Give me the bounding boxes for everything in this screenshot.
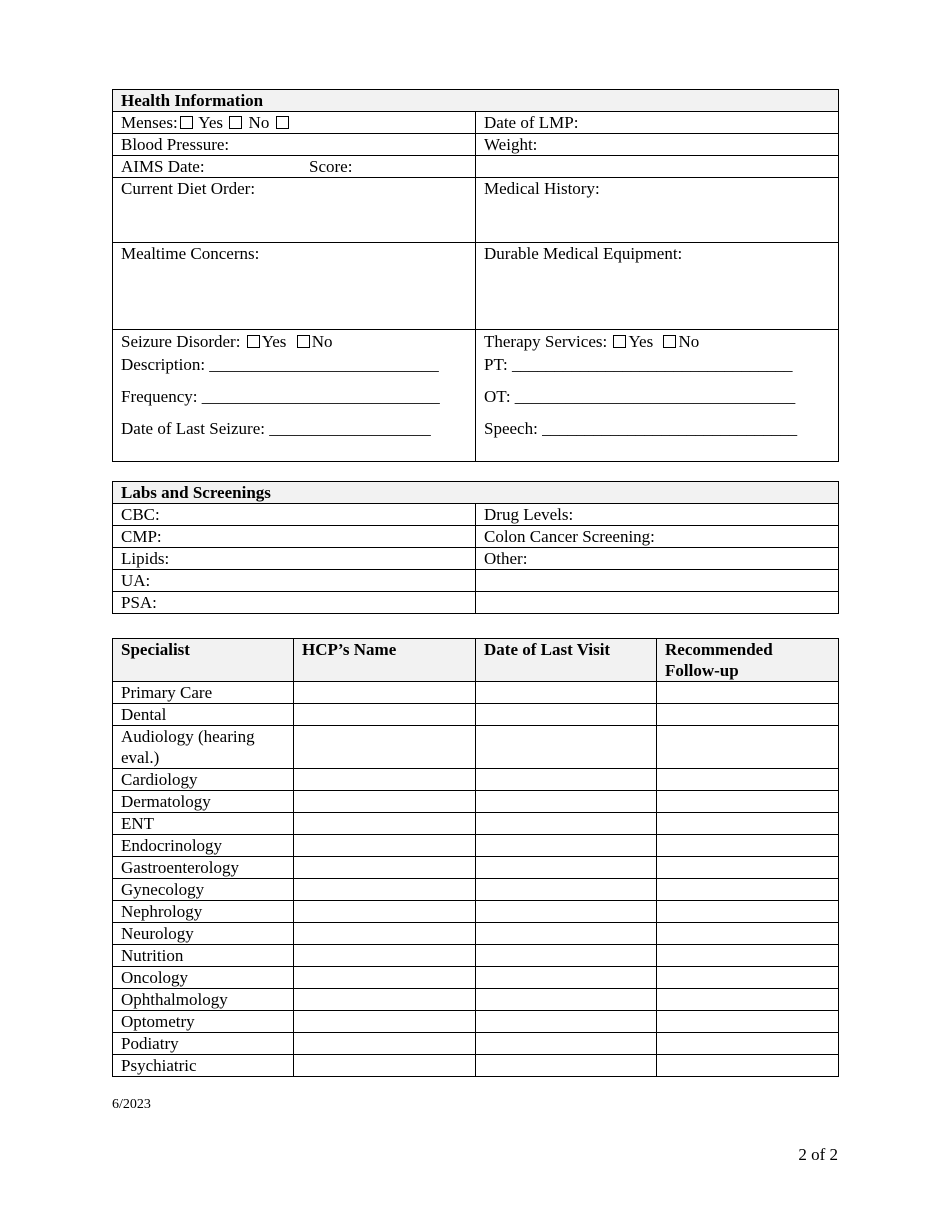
seizure-description-field[interactable]: Description: ___________________________ <box>121 355 439 374</box>
last-visit-cell[interactable] <box>476 769 657 791</box>
specialist-name: Dental <box>113 704 294 726</box>
menses-checkbox-icon[interactable] <box>180 116 193 129</box>
hcp-name-cell[interactable] <box>294 835 476 857</box>
medical-history-field[interactable]: Medical History: <box>476 178 839 243</box>
table-row <box>113 835 839 857</box>
col-header-hcp-name: HCP’s Name <box>294 639 476 682</box>
table-row <box>113 879 839 901</box>
hcp-name-cell[interactable] <box>294 1033 476 1055</box>
hcp-name-cell[interactable] <box>294 1055 476 1077</box>
table-row <box>113 1055 839 1077</box>
hcp-name-cell[interactable] <box>294 923 476 945</box>
aims-date-label: AIMS Date: <box>121 157 205 176</box>
table-row <box>113 682 839 704</box>
table-row <box>113 945 839 967</box>
specialist-name: Gynecology <box>113 879 294 901</box>
lab-field[interactable]: PSA: <box>113 592 476 614</box>
last-visit-cell[interactable] <box>476 835 657 857</box>
hcp-name-cell[interactable] <box>294 989 476 1011</box>
specialist-name: Nephrology <box>113 901 294 923</box>
hcp-name-cell[interactable] <box>294 857 476 879</box>
therapy-yes-label: Yes <box>628 332 654 351</box>
lab-field[interactable]: Colon Cancer Screening: <box>476 526 839 548</box>
weight-field[interactable]: Weight: <box>476 134 839 156</box>
last-visit-cell[interactable] <box>476 857 657 879</box>
seizure-frequency-field[interactable]: Frequency: ____________________________ <box>121 387 440 406</box>
labs-header: Labs and Screenings <box>113 482 839 504</box>
specialist-name: Optometry <box>113 1011 294 1033</box>
lab-field[interactable]: UA: <box>113 570 476 592</box>
therapy-cell <box>476 330 839 462</box>
specialist-name: Audiology (hearing eval.) <box>113 726 294 769</box>
hcp-name-cell[interactable] <box>294 769 476 791</box>
follow-up-cell[interactable] <box>657 1011 839 1033</box>
last-visit-cell[interactable] <box>476 945 657 967</box>
follow-up-cell[interactable] <box>657 945 839 967</box>
hcp-name-cell[interactable] <box>294 682 476 704</box>
follow-up-cell[interactable] <box>657 682 839 704</box>
hcp-name-cell[interactable] <box>294 879 476 901</box>
specialist-name: Ophthalmology <box>113 989 294 1011</box>
hcp-name-cell[interactable] <box>294 704 476 726</box>
last-seizure-date-field[interactable]: Date of Last Seizure: ___________________ <box>121 419 431 438</box>
last-visit-cell[interactable] <box>476 726 657 769</box>
therapy-no-checkbox-icon[interactable] <box>663 335 676 348</box>
last-visit-cell[interactable] <box>476 989 657 1011</box>
last-visit-cell[interactable] <box>476 901 657 923</box>
last-visit-cell[interactable] <box>476 1033 657 1055</box>
empty-cell <box>476 156 839 178</box>
menses-no-label: No <box>248 113 270 132</box>
specialist-name: Nutrition <box>113 945 294 967</box>
seizure-cell <box>113 330 476 462</box>
diet-order-field[interactable]: Current Diet Order: <box>113 178 476 243</box>
follow-up-cell[interactable] <box>657 835 839 857</box>
table-row <box>113 1033 839 1055</box>
specialist-name: Psychiatric <box>113 1055 294 1077</box>
follow-up-cell[interactable] <box>657 704 839 726</box>
lab-field[interactable]: Other: <box>476 548 839 570</box>
health-information-table <box>112 89 839 462</box>
page-number: 2 of 2 <box>798 1145 838 1164</box>
table-row <box>113 726 839 769</box>
follow-up-cell[interactable] <box>657 879 839 901</box>
seizure-label: Seizure Disorder: <box>121 332 241 351</box>
lab-field[interactable]: Lipids: <box>113 548 476 570</box>
menses-cell <box>113 112 476 134</box>
last-visit-cell[interactable] <box>476 813 657 835</box>
follow-up-cell[interactable] <box>657 791 839 813</box>
hcp-name-cell[interactable] <box>294 1011 476 1033</box>
table-row <box>113 901 839 923</box>
seizure-no-label: No <box>311 332 333 351</box>
col-header-specialist: Specialist <box>113 639 294 682</box>
mealtime-concerns-field[interactable]: Mealtime Concerns: <box>113 243 476 330</box>
speech-field[interactable]: Speech: ______________________________ <box>484 419 798 438</box>
hcp-name-cell[interactable] <box>294 813 476 835</box>
follow-up-cell[interactable] <box>657 726 839 769</box>
last-visit-cell[interactable] <box>476 704 657 726</box>
specialist-name: Gastroenterology <box>113 857 294 879</box>
therapy-no-label: No <box>678 332 700 351</box>
follow-up-cell[interactable] <box>657 923 839 945</box>
table-row <box>113 967 839 989</box>
menses-no-checkbox-icon[interactable] <box>276 116 289 129</box>
last-visit-cell[interactable] <box>476 791 657 813</box>
table-row <box>113 704 839 726</box>
hcp-name-cell[interactable] <box>294 967 476 989</box>
lab-field[interactable] <box>476 592 839 614</box>
seizure-yes-checkbox-icon[interactable] <box>247 335 260 348</box>
labs-screenings-table <box>112 481 839 614</box>
table-row <box>113 813 839 835</box>
seizure-yes-label: Yes <box>261 332 287 351</box>
health-information-header: Health Information <box>113 90 839 112</box>
aims-cell[interactable] <box>113 156 476 178</box>
last-visit-cell[interactable] <box>476 1011 657 1033</box>
table-row <box>113 791 839 813</box>
lab-field[interactable]: CBC: <box>113 504 476 526</box>
specialist-name: ENT <box>113 813 294 835</box>
table-row <box>113 989 839 1011</box>
table-row <box>113 857 839 879</box>
follow-up-cell[interactable] <box>657 1033 839 1055</box>
lab-field[interactable]: CMP: <box>113 526 476 548</box>
last-visit-cell[interactable] <box>476 682 657 704</box>
hcp-name-cell[interactable] <box>294 726 476 769</box>
therapy-yes-checkbox-icon[interactable] <box>613 335 626 348</box>
durable-medical-equipment-field[interactable]: Durable Medical Equipment: <box>476 243 839 330</box>
follow-up-cell[interactable] <box>657 989 839 1011</box>
ot-field[interactable]: OT: _________________________________ <box>484 387 796 406</box>
follow-up-cell[interactable] <box>657 769 839 791</box>
lab-field[interactable]: Drug Levels: <box>476 504 839 526</box>
specialist-name: Oncology <box>113 967 294 989</box>
table-row <box>113 769 839 791</box>
specialist-name: Primary Care <box>113 682 294 704</box>
last-visit-cell[interactable] <box>476 1055 657 1077</box>
specialists-table <box>112 638 839 1077</box>
menses-label: Menses: <box>121 113 178 132</box>
pt-field[interactable]: PT: _________________________________ <box>484 355 793 374</box>
blood-pressure-field[interactable]: Blood Pressure: <box>113 134 476 156</box>
table-row <box>113 1011 839 1033</box>
hcp-name-cell[interactable] <box>294 945 476 967</box>
hcp-name-cell[interactable] <box>294 901 476 923</box>
follow-up-cell[interactable] <box>657 813 839 835</box>
lmp-field[interactable]: Date of LMP: <box>476 112 839 134</box>
therapy-label: Therapy Services: <box>484 332 608 351</box>
col-header-last-visit: Date of Last Visit <box>476 639 657 682</box>
menses-yes-label: Yes <box>198 113 224 132</box>
specialists-body <box>113 682 839 1077</box>
specialist-name: Neurology <box>113 923 294 945</box>
hcp-name-cell[interactable] <box>294 791 476 813</box>
col-header-follow-up: Recommended Follow-up <box>657 639 839 682</box>
lab-field[interactable] <box>476 570 839 592</box>
follow-up-cell[interactable] <box>657 967 839 989</box>
revision-date: 6/2023 <box>112 1097 151 1112</box>
follow-up-cell[interactable] <box>657 857 839 879</box>
follow-up-cell[interactable] <box>657 901 839 923</box>
aims-score-label: Score: <box>309 157 353 176</box>
menses-yes-checkbox-icon[interactable] <box>229 116 242 129</box>
table-row <box>113 923 839 945</box>
specialist-name: Podiatry <box>113 1033 294 1055</box>
specialist-name: Dermatology <box>113 791 294 813</box>
follow-up-cell[interactable] <box>657 1055 839 1077</box>
last-visit-cell[interactable] <box>476 967 657 989</box>
last-visit-cell[interactable] <box>476 879 657 901</box>
last-visit-cell[interactable] <box>476 923 657 945</box>
seizure-no-checkbox-icon[interactable] <box>297 335 310 348</box>
specialist-name: Endocrinology <box>113 835 294 857</box>
specialist-name: Cardiology <box>113 769 294 791</box>
